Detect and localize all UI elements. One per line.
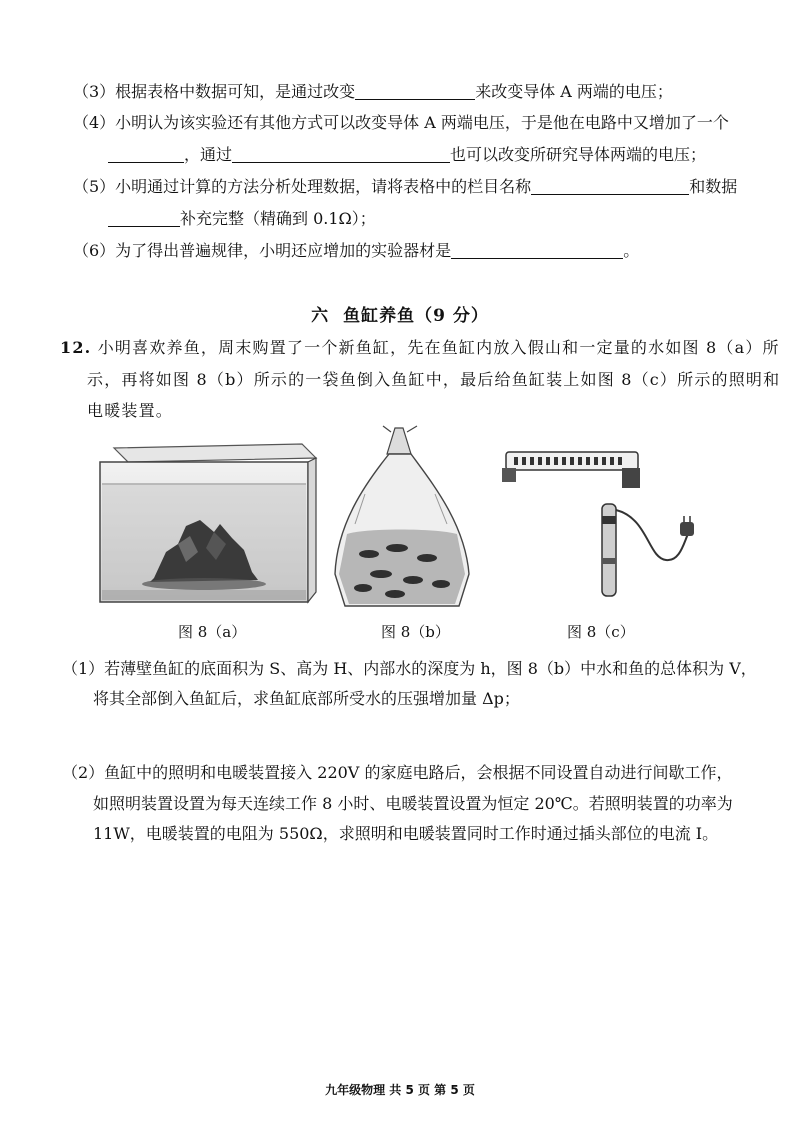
sub-question-2-line-2 [93, 793, 733, 815]
fish-tank-icon [94, 440, 320, 610]
question-5-text-end: 补充完整（精确到 0.1Ω）； [180, 209, 376, 228]
figure-8a [94, 440, 320, 610]
question-5-text-start: （5）小明通过计算的方法分析处理数据，请将表格中的栏目名称 [73, 177, 532, 196]
question-3-line [73, 81, 673, 103]
figure-8b [325, 424, 475, 616]
question-12-number: 12. [60, 338, 92, 357]
question-5-line-1 [73, 176, 737, 198]
section-title: 鱼缸养鱼（9 分） [343, 306, 489, 326]
question-3-text-end: 来改变导体 A 两端的电压； [475, 82, 673, 101]
lamp-heater-icon [498, 438, 698, 608]
question-6-line [73, 240, 639, 262]
sub-question-2-text-2: 如照明装置设置为每天连续工作 8 小时、电暖装置设置为恒定 20℃。若照明装置的功率为 [93, 794, 733, 813]
section-number: 六 [311, 306, 330, 326]
answer-blank[interactable] [531, 178, 689, 195]
answer-blank[interactable] [355, 83, 475, 100]
section-heading [0, 301, 800, 326]
question-4-text-end: 也可以改变所研究导体两端的电压； [450, 145, 707, 164]
answer-blank[interactable] [451, 242, 623, 259]
question-12-text-1: 小明喜欢养鱼，周末购置了一个新鱼缸，先在鱼缸内放入假山和一定量的水如图 8（a）所 [97, 338, 780, 357]
question-12-text-2: 示，再将如图 8（b）所示的一袋鱼倒入鱼缸中，最后给鱼缸装上如图 8（c）所示的照明和 [87, 370, 781, 389]
answer-blank[interactable] [232, 146, 450, 163]
question-12-text-3: 电暖装置。 [87, 401, 174, 420]
sub-question-2-line-3 [93, 823, 718, 845]
sub-question-1-line-2 [93, 688, 520, 710]
question-5-line-2 [108, 208, 376, 230]
answer-blank[interactable] [108, 146, 184, 163]
sub-question-1-text-1: （1）若薄壁鱼缸的底面积为 S、高为 H、内部水的深度为 h，图 8（b）中水和鱼的总体积为 V， [62, 659, 757, 678]
question-6-text-end: 。 [623, 241, 640, 260]
sub-question-2-text-1: （2）鱼缸中的照明和电暖装置接入 220V 的家庭电路后，会根据不同设置自动进行间歇工作， [62, 763, 733, 782]
figure-8a-caption: 图 8（a） [178, 623, 247, 641]
figure-8b-caption: 图 8（b） [381, 623, 450, 641]
question-4-text-mid: ，通过 [184, 145, 233, 164]
figure-8c [498, 438, 698, 608]
sub-question-2-text-3: 11W，电暖装置的电阻为 550Ω，求照明和电暖装置同时工作时通过插头部位的电流 I。 [93, 824, 719, 843]
sub-question-2-line-1 [62, 762, 732, 784]
question-12-line-1 [60, 337, 780, 359]
question-4-text-start: （4）小明认为该实验还有其他方式可以改变导体 A 两端电压，于是他在电路中又增加了一个 [73, 113, 729, 132]
question-4-line-2 [108, 144, 706, 166]
question-5-text-mid: 和数据 [689, 177, 738, 196]
page-footer: 九年级物理 共 5 页 第 5 页 [325, 1083, 475, 1097]
question-12-line-2 [87, 369, 780, 391]
question-6-text-start: （6）为了得出普遍规律，小明还应增加的实验器材是 [73, 241, 452, 260]
figure-8c-caption: 图 8（c） [567, 623, 635, 641]
sub-question-1-line-1 [62, 658, 757, 680]
question-12-line-3 [87, 400, 173, 422]
question-4-line-1 [73, 112, 729, 134]
question-3-text-start: （3）根据表格中数据可知，是通过改变 [73, 82, 356, 101]
fish-bag-icon [325, 424, 475, 616]
answer-blank[interactable] [108, 210, 180, 227]
sub-question-1-text-2: 将其全部倒入鱼缸后，求鱼缸底部所受水的压强增加量 Δp； [93, 689, 520, 708]
